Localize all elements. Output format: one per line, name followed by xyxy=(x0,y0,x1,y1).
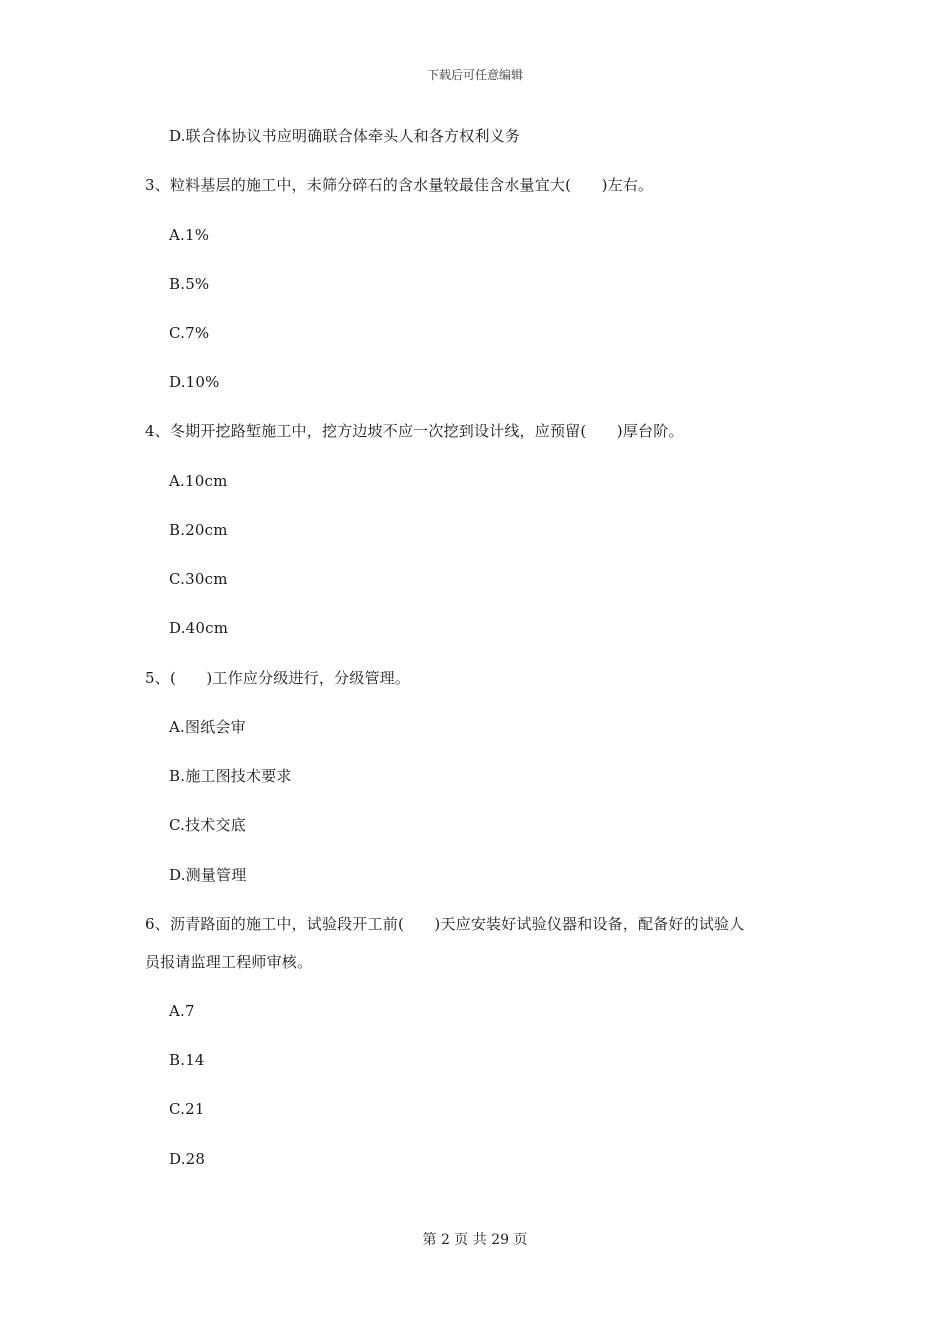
option-b-q4: B.20cm xyxy=(169,521,228,539)
option-d-q2: D.联合体协议书应明确联合体牵头人和各方权利义务 xyxy=(169,127,521,145)
option-b-q3: B.5% xyxy=(169,275,210,293)
option-b-q6: B.14 xyxy=(169,1051,205,1069)
page-footer: 第 2 页 共 29 页 xyxy=(422,1232,528,1248)
page-header: 下载后可任意编辑 xyxy=(426,68,523,82)
question-5: 5、( )工作应分级进行，分级管理。 xyxy=(145,669,411,687)
option-a-q3: A.1% xyxy=(169,226,210,244)
option-d-q5: D.测量管理 xyxy=(169,866,247,884)
option-c-q4: C.30cm xyxy=(169,570,228,588)
option-c-q6: C.21 xyxy=(169,1100,205,1118)
option-b-q5: B.施工图技术要求 xyxy=(169,767,292,785)
question-6-line-1: 6、沥青路面的施工中，试验段开工前( )天应安装好试验仪器和设备，配备好的试验人 xyxy=(145,915,745,933)
option-a-q6: A.7 xyxy=(169,1002,195,1020)
option-d-q3: D.10% xyxy=(169,373,220,391)
option-a-q4: A.10cm xyxy=(169,472,228,490)
option-d-q4: D.40cm xyxy=(169,619,229,637)
question-3: 3、粒料基层的施工中，未筛分碎石的含水量较最佳含水量宜大( )左右。 xyxy=(145,176,654,194)
option-c-q5: C.技术交底 xyxy=(169,816,246,834)
question-6-line-2: 员报请监理工程师审核。 xyxy=(145,953,313,971)
question-4: 4、冬期开挖路堑施工中，挖方边坡不应一次挖到设计线，应预留( )厚台阶。 xyxy=(145,422,684,440)
option-c-q3: C.7% xyxy=(169,324,210,342)
option-d-q6: D.28 xyxy=(169,1150,206,1168)
option-a-q5: A.图纸会审 xyxy=(169,718,246,736)
